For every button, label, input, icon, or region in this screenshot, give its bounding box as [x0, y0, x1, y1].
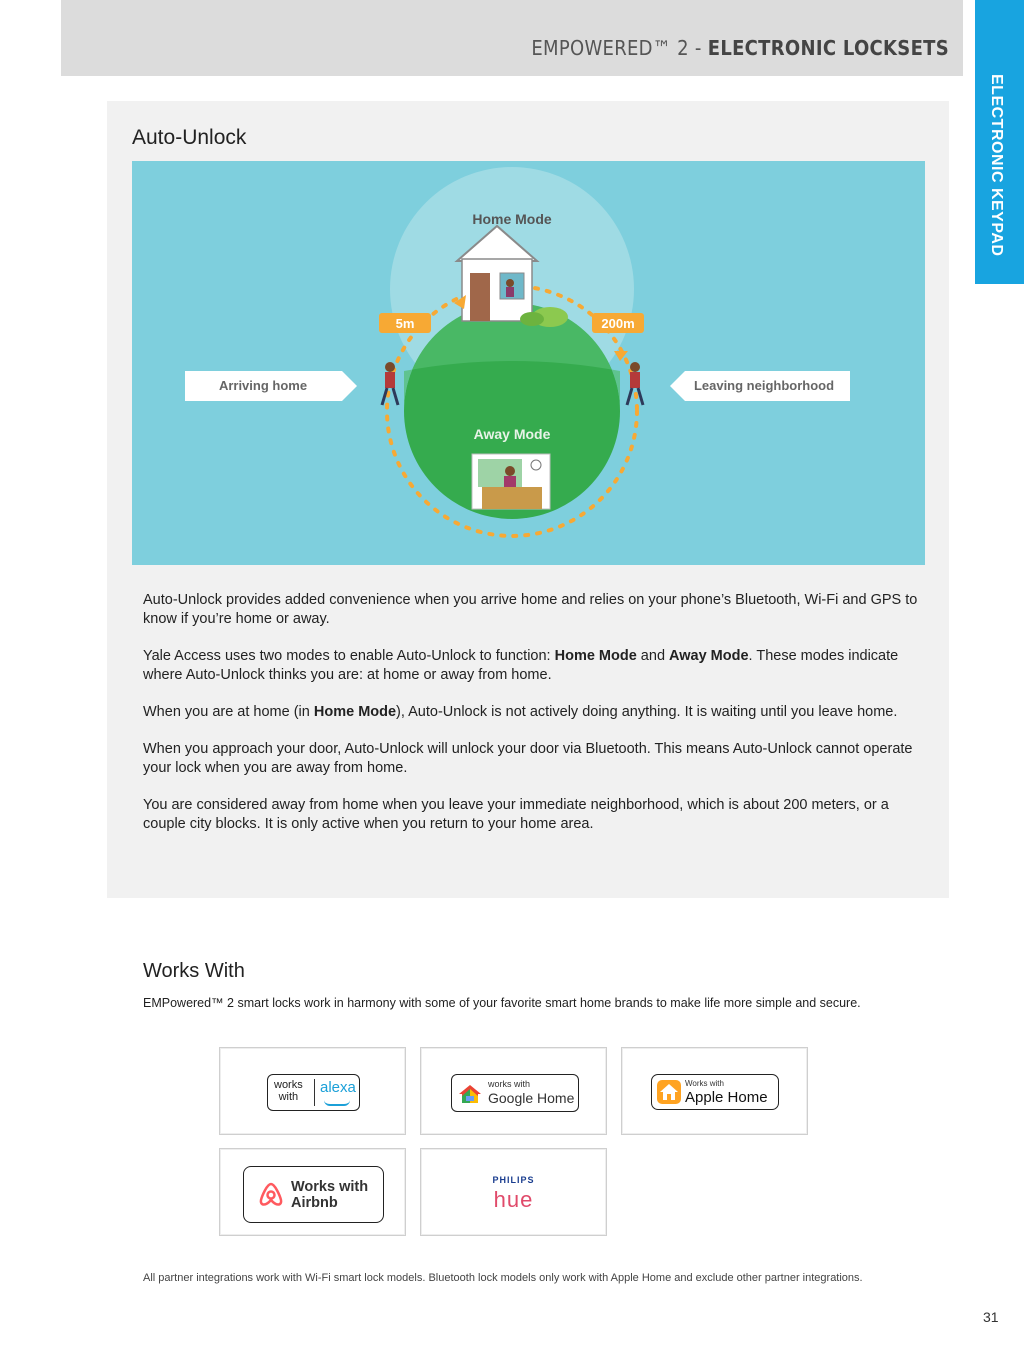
apple-home-badge: Works with Apple Home: [651, 1074, 779, 1110]
airbnb-badge: Works with Airbnb: [243, 1166, 384, 1223]
partner-apple-home: [621, 1047, 808, 1135]
airbnb-logo: Airbnb: [291, 1195, 338, 1211]
svg-text:5m: 5m: [395, 316, 415, 331]
svg-text:200m: 200m: [601, 316, 635, 331]
office-icon: [472, 454, 550, 509]
paragraph: When you approach your door, Auto-Unlock will unlock your door via Bluetooth. This means Auto-Unlock cannot operate your lock when you are away from home.: [143, 741, 913, 776]
partner-airbnb: [219, 1148, 406, 1236]
paragraph: When you are at home (in Home Mode), Auto-Unlock is not actively doing anything. It is waiting until you leave home.: [143, 704, 898, 720]
partner-philips-hue: [420, 1148, 607, 1236]
works-with-subtitle: EMPowered™ 2 smart locks work in harmony with some of your favorite smart home brands to make life more simple and secure.: [143, 996, 861, 1010]
hue-logo: hue: [493, 1187, 534, 1212]
side-tab-label: ELECTRONIC KEYPAD: [988, 74, 1005, 257]
paragraph: Auto-Unlock provides added convenience when you arrive home and relies on your phone’s Bluetooth, Wi-Fi and GPS to know if you’re home or away.: [143, 592, 918, 627]
alexa-badge: works with alexa: [267, 1074, 360, 1111]
google-home-icon: [458, 1083, 482, 1105]
alexa-logo: alexa: [320, 1079, 356, 1096]
page-number: 31: [983, 1309, 999, 1325]
apple-home-icon: [657, 1080, 681, 1104]
airbnb-icon: [258, 1181, 284, 1209]
philips-logo: PHILIPS: [492, 1175, 535, 1185]
side-tab: [975, 0, 1024, 284]
apple-home-logo: Apple Home: [685, 1089, 768, 1106]
partner-alexa: [219, 1047, 406, 1135]
svg-text:Arriving home: Arriving home: [218, 378, 308, 393]
works-with-title: Works With: [143, 960, 245, 982]
home-mode-label: Home Mode: [472, 211, 552, 227]
auto-unlock-title: Auto-Unlock: [132, 126, 247, 149]
svg-text:Leaving neighborhood: Leaving neighborhood: [693, 378, 835, 393]
partner-google-home: [420, 1047, 607, 1135]
google-home-logo: Google Home: [488, 1090, 575, 1106]
google-home-badge: works with Google Home: [451, 1074, 579, 1112]
auto-unlock-body: [143, 591, 923, 852]
header-title: EMPOWERED™ 2 - ELECTRONIC LOCKSETS: [531, 36, 949, 60]
paragraph: You are considered away from home when you leave your immediate neighborhood, which is about 200 meters, or a couple city blocks. It is only active when you return to your home area.: [143, 797, 889, 832]
auto-unlock-illustration: [132, 161, 925, 565]
paragraph: Yale Access uses two modes to enable Auto-Unlock to function: Home Mode and Away Mode. These modes indicate where Auto-Unlock thinks you are: at home or away from home.: [143, 648, 899, 683]
away-mode-label: Away Mode: [473, 426, 551, 442]
footnote: All partner integrations work with Wi-Fi smart lock models. Bluetooth lock models only work with Apple Home and exclude other partner integrations.: [143, 1272, 863, 1284]
header-band: [61, 0, 963, 76]
